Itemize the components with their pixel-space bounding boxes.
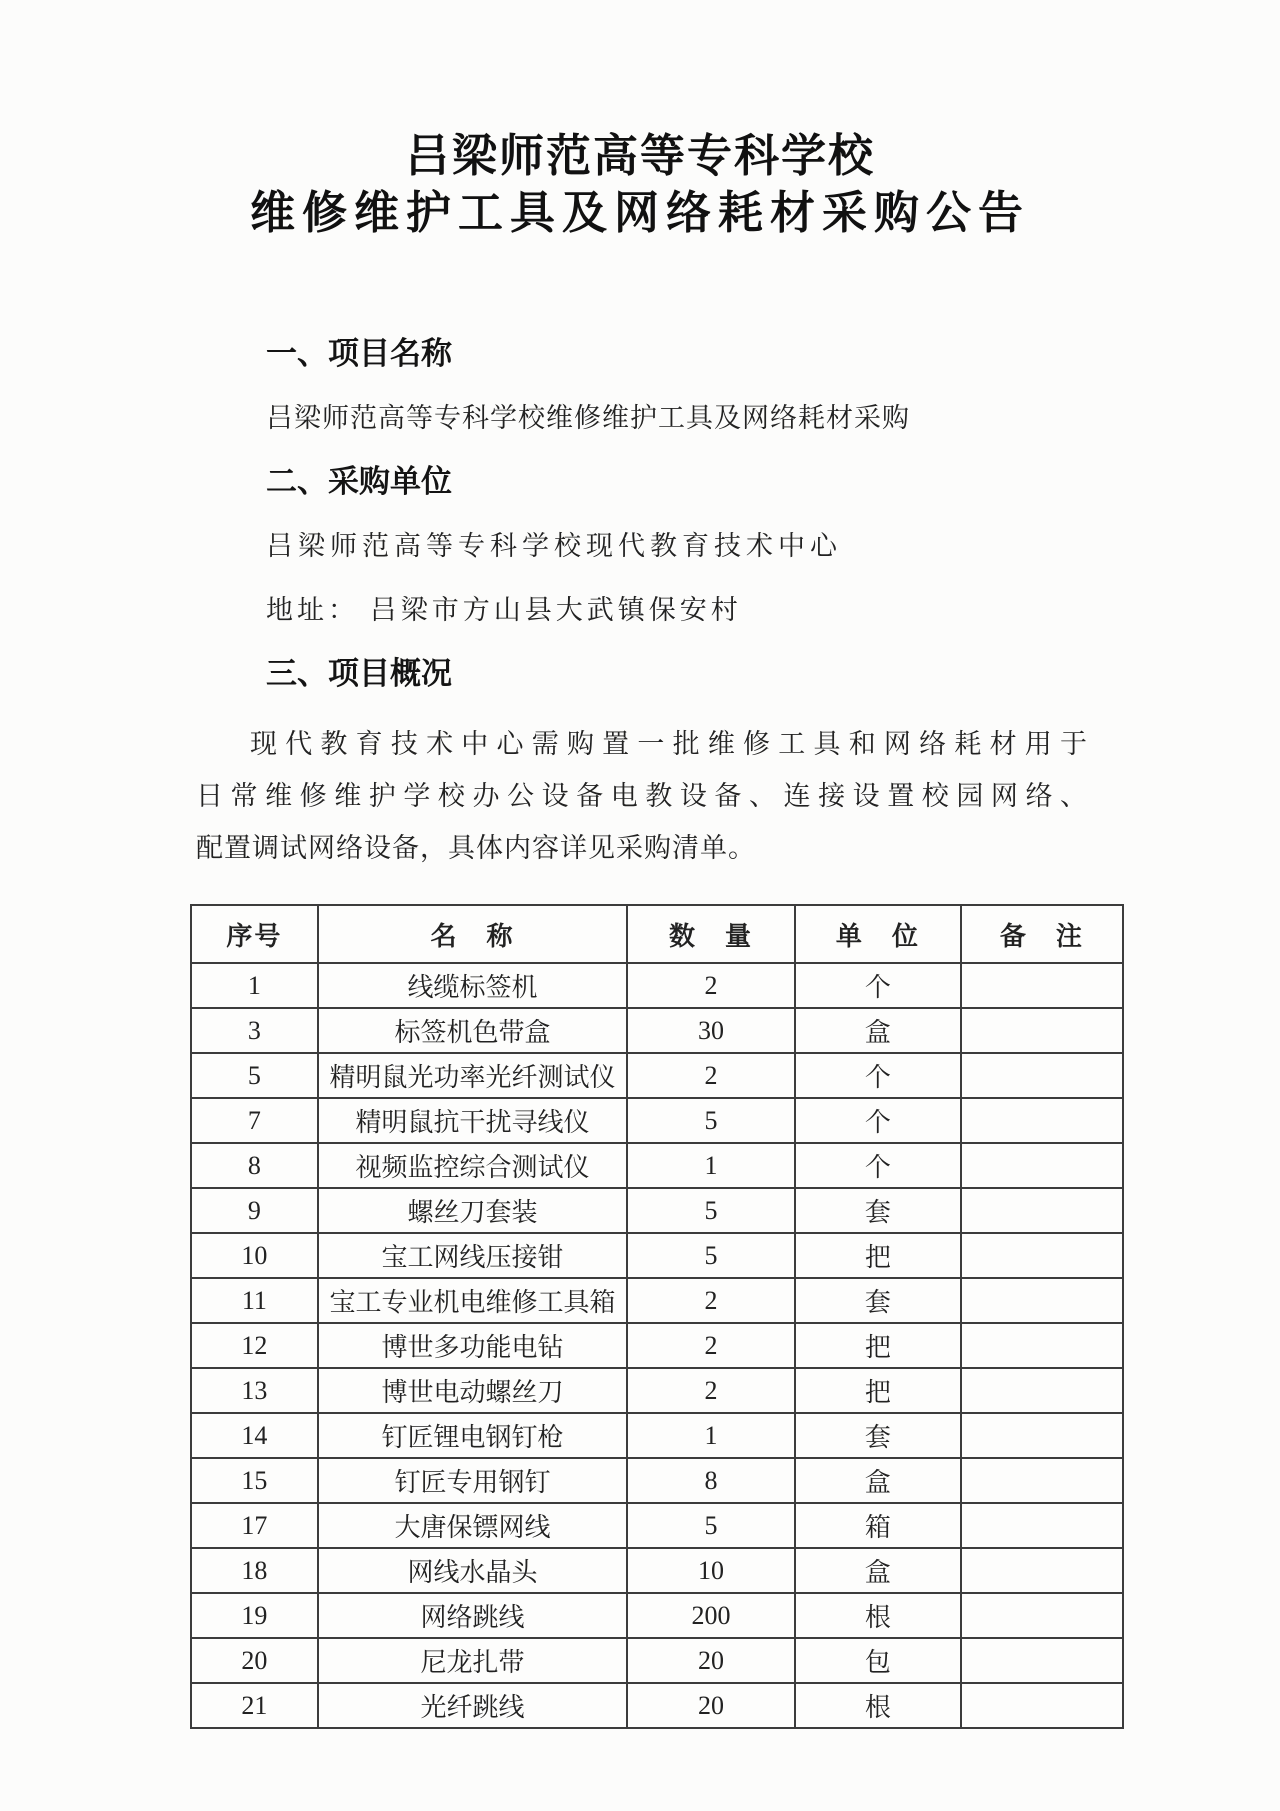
table-cell: 光纤跳线 (318, 1683, 627, 1728)
table-row (191, 1413, 1123, 1458)
table-cell: 21 (191, 1683, 318, 1728)
table-cell: 1 (191, 963, 318, 1008)
section-2-unit-name: 吕梁师范高等专科学校现代教育技术中心 (266, 531, 842, 561)
table-header-row (191, 905, 1123, 963)
table-row (191, 1323, 1123, 1368)
table-cell: 套 (795, 1413, 961, 1458)
title-line-1: 吕梁师范高等专科学校 (404, 130, 875, 181)
table-row (191, 1368, 1123, 1413)
table-cell: 10 (627, 1548, 795, 1593)
table-cell (961, 1233, 1123, 1278)
table-cell: 5 (627, 1188, 795, 1233)
table-row (191, 1638, 1123, 1683)
table-cell: 个 (795, 1053, 961, 1098)
table-row (191, 1098, 1123, 1143)
table-cell: 10 (191, 1233, 318, 1278)
overview-line-1: 现代教育技术中心需购置一批维修工具和网络耗材用于 (250, 729, 1088, 759)
table-cell: 5 (627, 1098, 795, 1143)
section-1-project-name: 吕梁师范高等专科学校维修维护工具及网络耗材采购 (266, 403, 910, 433)
table-cell: 19 (191, 1593, 318, 1638)
table-cell (961, 1098, 1123, 1143)
table-cell (961, 963, 1123, 1008)
table-cell (961, 1638, 1123, 1683)
table-row (191, 1458, 1123, 1503)
table-cell: 3 (191, 1008, 318, 1053)
table-cell (961, 1548, 1123, 1593)
section-1-heading: 一、项目名称 (266, 336, 452, 371)
table-cell: 5 (627, 1233, 795, 1278)
table-cell: 20 (627, 1683, 795, 1728)
table-cell: 网络跳线 (318, 1593, 627, 1638)
table-cell: 钉匠专用钢钉 (318, 1458, 627, 1503)
table-cell (961, 1683, 1123, 1728)
procurement-items-table (190, 904, 1124, 1729)
title-line-2: 维修维护工具及网络耗材采购公告 (249, 187, 1030, 238)
table-cell: 个 (795, 963, 961, 1008)
section-3-heading: 三、项目概况 (266, 656, 452, 691)
column-header-3: 单 位 (795, 905, 961, 963)
table-cell: 博世电动螺丝刀 (318, 1368, 627, 1413)
table-cell (961, 1278, 1123, 1323)
table-cell: 宝工网线压接钳 (318, 1233, 627, 1278)
table-cell: 线缆标签机 (318, 963, 627, 1008)
table-cell: 2 (627, 1053, 795, 1098)
table-cell: 把 (795, 1323, 961, 1368)
column-header-1: 名 称 (318, 905, 627, 963)
table-cell: 12 (191, 1323, 318, 1368)
table-cell: 螺丝刀套装 (318, 1188, 627, 1233)
table-cell: 5 (191, 1053, 318, 1098)
table-cell: 1 (627, 1143, 795, 1188)
table-cell: 根 (795, 1593, 961, 1638)
table-cell: 2 (627, 963, 795, 1008)
table-row (191, 1233, 1123, 1278)
section-2-address: 地址： 吕梁市方山县大武镇保安村 (266, 595, 742, 625)
table-row (191, 1503, 1123, 1548)
table-cell (961, 1368, 1123, 1413)
table-cell: 8 (191, 1143, 318, 1188)
table-row (191, 1593, 1123, 1638)
table-cell: 套 (795, 1188, 961, 1233)
table-cell: 18 (191, 1548, 318, 1593)
table-cell: 个 (795, 1143, 961, 1188)
table-cell: 200 (627, 1593, 795, 1638)
table-cell: 14 (191, 1413, 318, 1458)
table-row (191, 1683, 1123, 1728)
column-header-4: 备 注 (961, 905, 1123, 963)
table-cell: 网线水晶头 (318, 1548, 627, 1593)
table-cell: 箱 (795, 1503, 961, 1548)
table-cell: 30 (627, 1008, 795, 1053)
table-row (191, 1188, 1123, 1233)
table-cell: 2 (627, 1323, 795, 1368)
table-cell: 宝工专业机电维修工具箱 (318, 1278, 627, 1323)
table-cell (961, 1323, 1123, 1368)
table-cell: 把 (795, 1368, 961, 1413)
table-cell: 5 (627, 1503, 795, 1548)
table-cell (961, 1458, 1123, 1503)
table-cell: 17 (191, 1503, 318, 1548)
table-cell: 精明鼠抗干扰寻线仪 (318, 1098, 627, 1143)
table-cell: 1 (627, 1413, 795, 1458)
overview-line-2: 日常维修维护学校办公设备电教设备、连接设置校园网络、 (196, 781, 1088, 811)
table-cell: 15 (191, 1458, 318, 1503)
section-3-overview-paragraph (196, 718, 1088, 874)
table-cell: 包 (795, 1638, 961, 1683)
table-cell: 20 (191, 1638, 318, 1683)
table-row (191, 1278, 1123, 1323)
table-cell (961, 1593, 1123, 1638)
table-cell: 标签机色带盒 (318, 1008, 627, 1053)
table-cell (961, 1053, 1123, 1098)
table-cell: 11 (191, 1278, 318, 1323)
table-cell: 13 (191, 1368, 318, 1413)
table-cell: 7 (191, 1098, 318, 1143)
table-row (191, 1143, 1123, 1188)
table-cell: 视频监控综合测试仪 (318, 1143, 627, 1188)
table-cell (961, 1008, 1123, 1053)
table-row (191, 1053, 1123, 1098)
column-header-0: 序号 (191, 905, 318, 963)
document-title (0, 0, 1280, 242)
table-cell: 盒 (795, 1458, 961, 1503)
table-cell: 8 (627, 1458, 795, 1503)
column-header-2: 数 量 (627, 905, 795, 963)
table-cell: 2 (627, 1368, 795, 1413)
table-cell: 个 (795, 1098, 961, 1143)
table-cell: 9 (191, 1188, 318, 1233)
table-cell: 大唐保镖网线 (318, 1503, 627, 1548)
table-cell (961, 1188, 1123, 1233)
overview-line-3: 配置调试网络设备，具体内容详见采购清单。 (196, 833, 756, 863)
table-row (191, 1008, 1123, 1053)
table-cell: 2 (627, 1278, 795, 1323)
table-cell (961, 1413, 1123, 1458)
table-cell: 钉匠锂电钢钉枪 (318, 1413, 627, 1458)
table-cell: 盒 (795, 1548, 961, 1593)
document-body (196, 334, 1188, 874)
table-cell (961, 1143, 1123, 1188)
table-cell: 20 (627, 1638, 795, 1683)
table-row (191, 1548, 1123, 1593)
table-cell: 精明鼠光功率光纤测试仪 (318, 1053, 627, 1098)
table-cell: 盒 (795, 1008, 961, 1053)
table-cell: 套 (795, 1278, 961, 1323)
table-row (191, 963, 1123, 1008)
table-cell: 尼龙扎带 (318, 1638, 627, 1683)
table-cell: 把 (795, 1233, 961, 1278)
section-2-heading: 二、采购单位 (266, 464, 452, 499)
table-cell: 博世多功能电钻 (318, 1323, 627, 1368)
table-cell: 根 (795, 1683, 961, 1728)
table-cell (961, 1503, 1123, 1548)
